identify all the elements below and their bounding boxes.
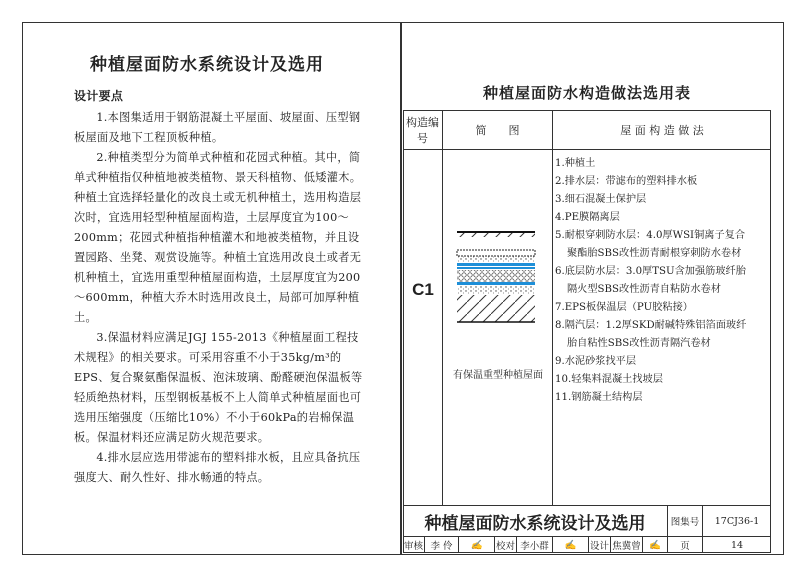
frame-divider [400,22,402,555]
review-label: 审核 [403,537,425,553]
notes-heading: 设计要点 [74,89,124,103]
layer-6: 6.底层防水层：3.0厚TSU含加强筋玻纤胎 [555,266,746,277]
layer-1: 1.种植土 [555,158,596,169]
layer-sketch [455,230,545,340]
titleblock-title: 种植屋面防水系统设计及选用 [403,506,668,537]
membrane-blue-2 [457,267,535,269]
screed-layer [457,286,535,294]
layer-8-cont: 胎自粘性SBS改性沥青隔汽卷材 [567,338,711,349]
drainage-layer [457,250,535,256]
design-notes [74,86,364,488]
membrane-blue-1 [457,263,535,266]
page-number: 14 [730,539,744,551]
insulation-layer [457,270,535,282]
note-2: 2.种植类型分为简单式种植和花园式种植。其中，简单式种植指仅种植地被类植物、景天科植物、低矮灌木。种植土宜选择轻量化的改良土或无机种植土，选用构造层次时，宜选用轻型种植屋面构造，土层厚度宜为100～200mm；花园式种植指种植灌木和地被类植物，并且设置园路、坐凳、观赏设施等。种植土宜选用改良土或者无机种植土，宜选用重型种植屋面构造，土层厚度宜为200～600mm，种植大乔木时选用改良土，局部可加厚种植土。 [74,151,362,324]
note-3: 3.保温材料应满足JGJ 155-2013《种植屋面工程技术规程》的相关要求。可采用容重不小于35kg/m³的EPS、复合聚氨酯保温板、泡沫玻璃、酚醛硬泡保温板等轻质绝热材料，压型钢板基板不上人简单式种植屋面也可选用压缩强度（压缩比10%）不小于60kPa的岩棉保温板。保温材料还应满足防火规范要求。 [74,331,363,444]
layer-4: 4.PE膜隔离层 [555,212,620,223]
layer-11: 11.钢筋凝土结构层 [555,392,643,403]
header-code: 构造编号 [403,110,443,150]
check-label: 校对 [495,537,517,553]
layer-6-cont: 隔火型SBS改性沥青自粘防水卷材 [567,284,721,295]
designer-signature: ✍ [643,537,668,553]
layer-5-cont: 聚酯胎SBS改性沥青耐根穿刺防水卷材 [567,248,742,259]
reviewer-signature: ✍ [459,537,495,553]
sketch-caption: 有保温重型种植屋面 [453,370,543,381]
layer-10: 10.轻集料混凝土找坡层 [555,374,663,385]
header-sketch: 简 图 [443,110,553,150]
atlas-label: 图集号 [668,506,703,537]
layer-9: 9.水泥砂浆找平层 [555,356,637,367]
layer-2: 2.排水层：带滤布的塑料排水板 [555,176,698,187]
table-title: 种植屋面防水构造做法选用表 [482,84,691,102]
checker: 李小群 [517,537,553,553]
designer: 焦冀曾 [611,537,643,553]
concrete-protection-layer [457,256,535,262]
page-label: 页 [668,537,703,553]
note-4: 4.排水层应选用带滤布的塑料排水板，且应具备抗压强度大、耐久性好、排水畅通的特点。 [74,451,361,484]
design-label: 设计 [589,537,611,553]
layer-5: 5.耐根穿刺防水层：4.0厚WSI铜离子复合 [555,230,746,241]
header-method: 屋 面 构 造 做 法 [553,110,771,150]
layer-list [555,155,770,407]
atlas-number: 17CJ36-1 [703,506,771,537]
layer-3: 3.细石混凝土保护层 [555,194,647,205]
checker-signature: ✍ [553,537,589,553]
note-1: 1.本图集适用于钢筋混凝土平屋面、坡屋面、压型钢板屋面及地下工程顶板种植。 [74,111,361,144]
layer-8: 8.隔汽层：1.2厚SKD耐碱特殊铝箔面玻纤 [555,320,747,331]
layer-7: 7.EPS板保温层（PU胶粘接） [555,302,693,313]
construction-code: C1 [412,280,434,299]
structural-slab [457,295,535,322]
vapor-barrier [457,282,535,285]
soil-layer [457,232,535,237]
code-cell [403,150,443,506]
left-title: 种植屋面防水系统设计及选用 [90,55,324,75]
reviewer: 李 伶 [425,537,459,553]
